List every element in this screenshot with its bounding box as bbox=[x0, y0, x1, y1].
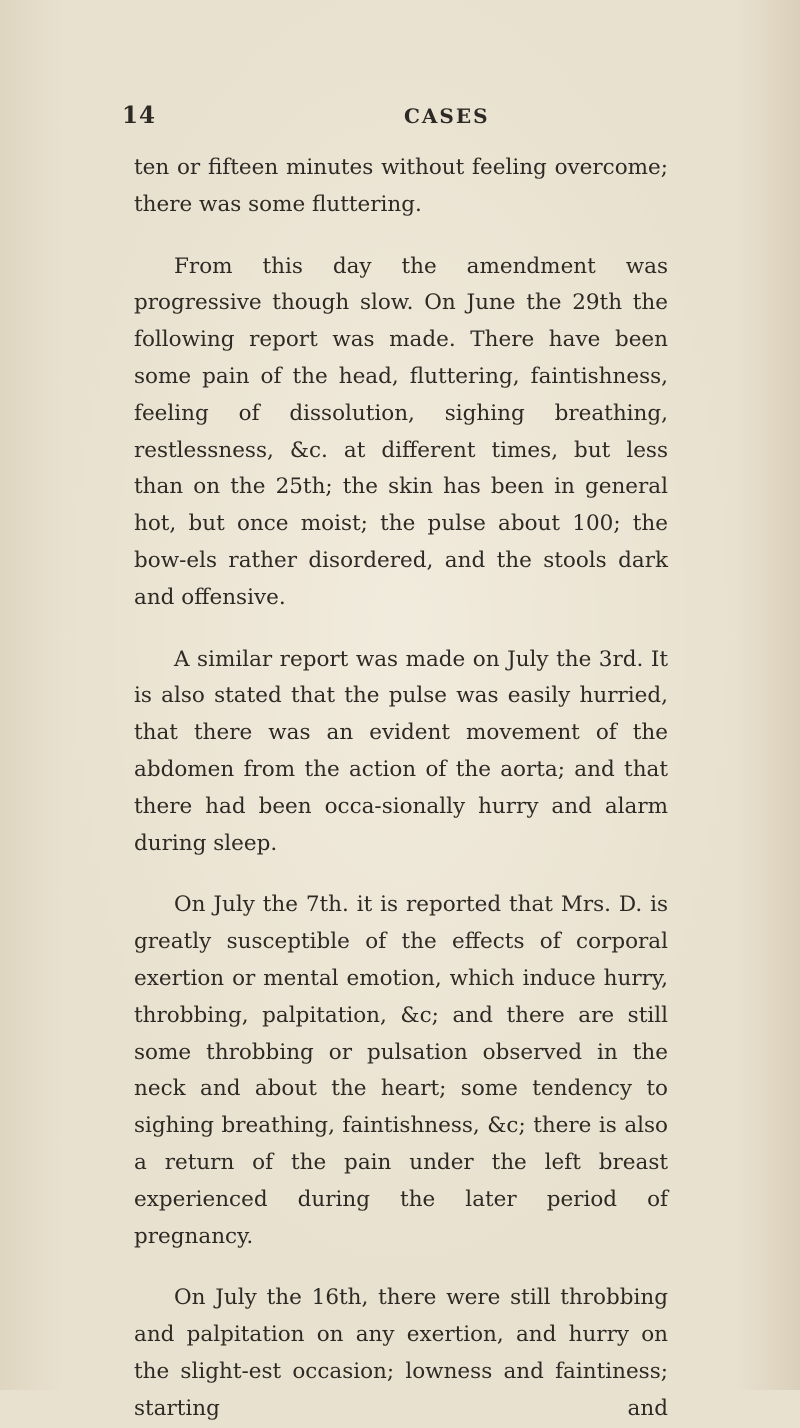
paragraph-continuation: ten or fifteen minutes without feeling overcome; there was some fluttering. bbox=[134, 155, 668, 217]
running-head bbox=[122, 102, 682, 132]
paragraph-june-29-report: From this day the amendment was progressive though slow. On June the 29th the following report was made. There have been some pain of the head, fluttering, faintishness, feeling of dissolution, sighing breathing, restlessness, &c. at different times, but less than on the 25th; the skin has been in general hot, but once moist; the pulse about 100; the bow-els rather disordered, and the stools dark and offensive. bbox=[134, 253, 668, 610]
running-title: CASES bbox=[404, 104, 490, 128]
paragraph-july-3-report: A similar report was made on July the 3rd. It is also stated that the pulse was easily hurried, that there was an evident movement of the abdomen from the action of the aorta; and that there had been occa-sionally hurry and alarm during sleep. bbox=[134, 646, 668, 856]
paragraph-july-7-report: On July the 7th. it is reported that Mrs. D. is greatly susceptible of the effects of corporal exertion or mental emotion, which induce hurry, throbbing, palpitation, &c; and there are still some throbbing or pulsation observed in the neck and about the heart; some tendency to sighing breathing, faintishness, &c; there is also a return of the pain under the left breast experienced during the later period of pregnancy. bbox=[134, 892, 668, 1249]
paragraph-july-16-report: On July the 16th, there were still throbbing and palpitation on any exertion, and hurry on the slight-est occasion; lowness and faintiness; starting and bbox=[134, 1285, 668, 1421]
page-number: 14 bbox=[122, 102, 157, 129]
body-text bbox=[134, 150, 668, 1428]
